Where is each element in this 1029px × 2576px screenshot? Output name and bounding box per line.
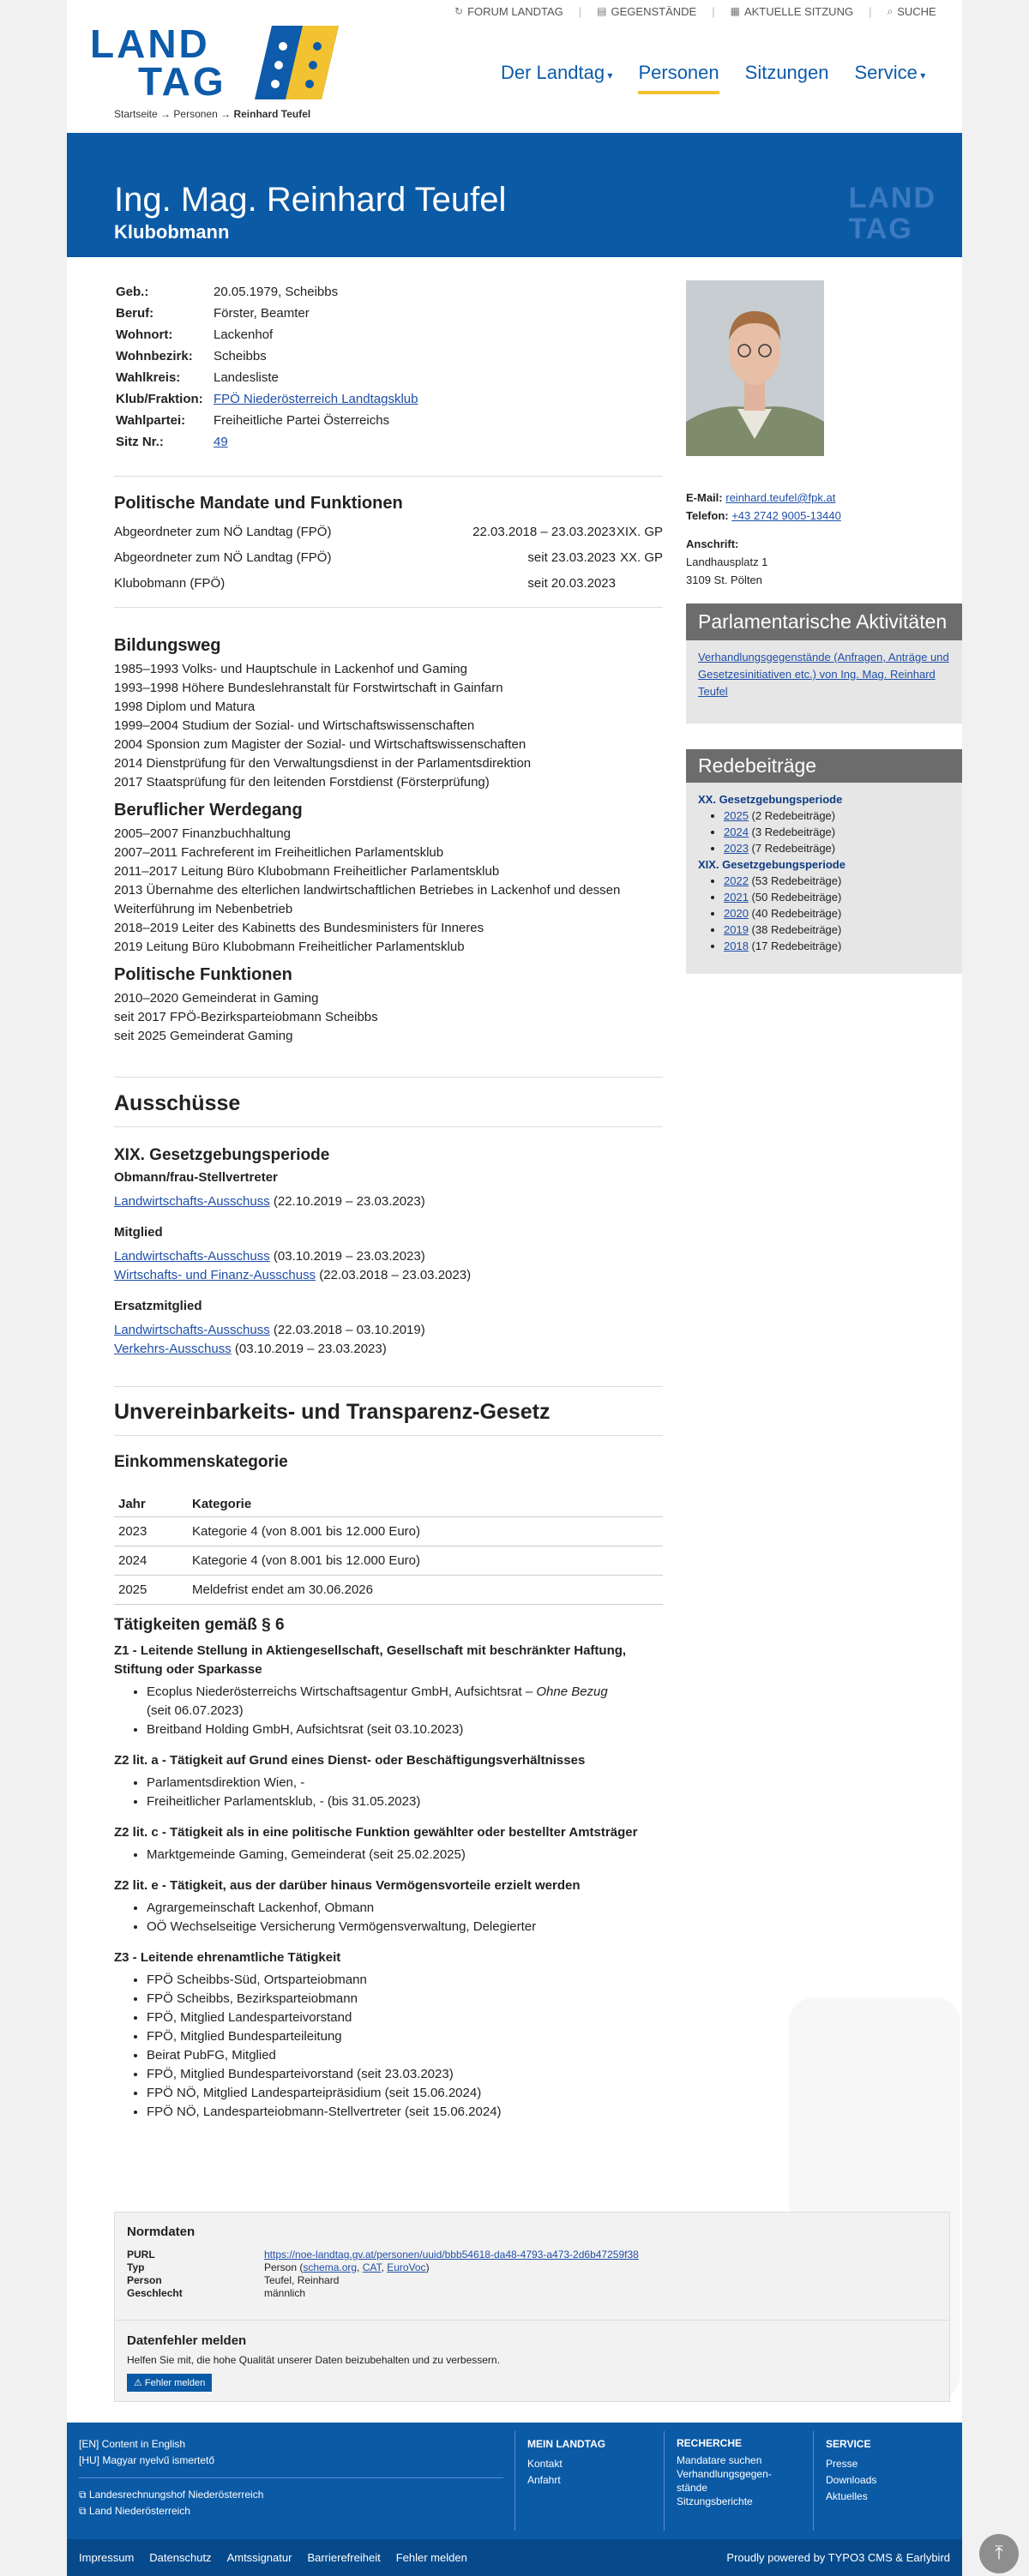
activities-link[interactable]: Verhandlungsgegenstände (Anfragen, Anträge und Gesetzesinitiativen etc.) von Ing. Mag. Reinhard Teufel — [698, 651, 949, 698]
footer-link[interactable]: Aktuelles — [826, 2490, 868, 2502]
speech-count: (38 Redebeiträge) — [751, 923, 842, 936]
bottom-link[interactable]: Impressum — [79, 2551, 135, 2564]
committee-link[interactable]: Wirtschafts- und Finanz-Ausschuss — [114, 1268, 316, 1282]
field-value: Person ( — [264, 2261, 304, 2273]
year-cell: 2025 — [114, 1576, 188, 1605]
speech-year-item — [724, 905, 950, 922]
role-heading: Ersatzmitglied — [114, 1299, 202, 1313]
external-link-icon: ⧉ — [79, 2489, 89, 2501]
footer — [67, 2423, 962, 2539]
committee-link[interactable]: Landwirtschafts-Ausschuss — [114, 1323, 270, 1337]
lang-link-hu[interactable]: [HU] Magyar nyelvű ismertető — [79, 2454, 215, 2466]
gegenstaende-link[interactable] — [597, 5, 696, 18]
committee-link[interactable]: Landwirtschafts-Ausschuss — [114, 1249, 270, 1264]
unvereinbarkeit-section — [114, 1402, 663, 1472]
breadcrumb-arrow-icon: → — [160, 108, 172, 120]
list-item — [147, 1683, 663, 1720]
person-facts — [114, 280, 663, 453]
speech-year-item — [724, 922, 950, 938]
list-item: • FPÖ NÖ, Landesparteiobmann-Stellvertreter (seit 15.06.2024) — [147, 2103, 663, 2122]
committee-dates: (22.03.2018 – 23.03.2023) — [316, 1268, 472, 1282]
list-item: • OÖ Wechselseitige Versicherung Vermögensverwaltung, Delegierter — [147, 1918, 663, 1937]
mandate-title: Klubobmann (FPÖ) — [114, 576, 226, 591]
category-heading: Z2 lit. a - Tätigkeit auf Grund eines Dienst- oder Beschäftigungsverhältnisses — [114, 1753, 586, 1768]
footer-link[interactable]: stände — [677, 2482, 708, 2494]
fact-row — [116, 325, 661, 345]
list-item: 2005–2007 Finanzbuchhaltung — [114, 826, 292, 841]
speech-count: (17 Redebeiträge) — [751, 940, 842, 952]
committee-link[interactable]: Landwirtschafts-Ausschuss — [114, 1194, 270, 1209]
bottom-link[interactable]: Fehler melden — [395, 2551, 467, 2564]
committee-dates: (22.10.2019 – 23.03.2023) — [269, 1194, 425, 1209]
fact-text: Lackenhof — [214, 327, 274, 342]
divider: | — [578, 4, 582, 18]
role-heading: Mitglied — [114, 1225, 163, 1240]
fact-label: Wohnbezirk: — [116, 349, 193, 363]
fact-row — [116, 432, 661, 452]
mandate-dates: seit 23.03.2023 — [527, 550, 616, 565]
year-link[interactable]: 2025 — [724, 809, 749, 822]
divider: | — [869, 4, 872, 18]
footer-col-mein-landtag — [527, 2436, 605, 2489]
breadcrumb-arrow-icon: → — [220, 108, 232, 120]
footer-col-lang — [79, 2436, 508, 2519]
section-heading: Tätigkeiten gemäß § 6 — [114, 1616, 285, 1634]
address-line: 3109 St. Pölten — [686, 573, 762, 586]
divider — [114, 1386, 663, 1387]
footer-link[interactable]: Anfahrt — [527, 2474, 561, 2486]
nav-der-landtag[interactable] — [501, 62, 612, 94]
purl-link[interactable]: https://noe-landtag.gv.at/personen/uuid/bbb54618-da48-4793-a473-2d6b47259f38 — [264, 2249, 639, 2261]
item-text: Ecoplus Niederösterreichs Wirtschaftsagentur GmbH, Aufsichtsrat – — [147, 1684, 537, 1699]
bildung-section — [114, 636, 663, 1046]
section-heading: Beruflicher Werdegang — [114, 801, 303, 820]
search-label: SUCHE — [897, 4, 936, 18]
fact-label: Wahlkreis: — [116, 370, 181, 385]
divider — [514, 2431, 515, 2531]
fact-link[interactable]: 49 — [214, 435, 228, 449]
portrait-illustration — [686, 280, 824, 456]
footer-link[interactable]: Downloads — [826, 2474, 877, 2486]
list-item: 1999–2004 Studium der Sozial- und Wirtschaftswissenschaften — [114, 718, 475, 733]
speech-count: (2 Redebeiträge) — [751, 809, 836, 822]
list-item: seit 2025 Gemeinderat Gaming — [114, 1029, 293, 1043]
year-link[interactable]: 2018 — [724, 940, 749, 952]
separator: ) — [425, 2261, 430, 2273]
divider — [115, 2320, 949, 2321]
year-cell: 2023 — [114, 1517, 188, 1546]
footer-col-recherche — [677, 2436, 772, 2508]
mandate-section — [114, 494, 663, 597]
einkommen-table — [114, 1492, 663, 1605]
list-item: 2017 Staatsprüfung für den leitenden Forstdienst (Försterprüfung) — [114, 775, 490, 790]
list-item: 2014 Dienstprüfung für den Verwaltungsdienst in der Parlamentsdirektion — [114, 756, 532, 771]
list-item: 1998 Diplom und Matura — [114, 700, 256, 714]
email-link[interactable]: reinhard.teufel@fpk.at — [725, 491, 836, 504]
divider — [114, 1435, 663, 1436]
item-text: (seit 06.07.2023) — [147, 1703, 244, 1718]
mandate-period: XIX. GP — [616, 525, 663, 539]
fact-value — [214, 325, 661, 345]
separator: , — [357, 2261, 363, 2273]
sitzung-link[interactable] — [731, 5, 853, 18]
mandate-dates: seit 20.03.2023 — [527, 576, 616, 591]
fact-label: Beruf: — [116, 306, 154, 321]
divider — [114, 1126, 663, 1127]
list-item: 1985–1993 Volks- und Hauptschule in Lackenhof und Gaming — [114, 662, 467, 676]
box-heading: Parlamentarische Aktivitäten — [686, 603, 962, 640]
list-item: • FPÖ NÖ, Mitglied Landesparteipräsidium (seit 15.06.2024) — [147, 2084, 663, 2103]
nav-service[interactable] — [855, 62, 926, 94]
address-line: Landhausplatz 1 — [686, 555, 768, 568]
main-nav — [501, 62, 925, 94]
divider — [664, 2431, 665, 2531]
nav-label: Der Landtag — [501, 62, 605, 83]
committee-dates: (03.10.2019 – 23.03.2023) — [231, 1342, 387, 1356]
box-heading: Datenfehler melden — [127, 2333, 247, 2348]
fact-text: Scheibbs — [214, 349, 267, 363]
nav-label: Personen — [638, 62, 719, 83]
list-item: seit 2017 FPÖ-Bezirksparteiobmann Scheibbs — [114, 1010, 378, 1024]
mandate-row — [114, 519, 663, 545]
footer-link[interactable]: Presse — [826, 2458, 858, 2470]
hero-watermark — [849, 183, 936, 244]
divider — [114, 476, 663, 477]
calendar-icon: ▦ — [730, 5, 740, 17]
fact-value — [214, 346, 661, 366]
speech-year-item — [724, 840, 950, 856]
bottom-link[interactable]: Barrierefreiheit — [307, 2551, 381, 2564]
speech-year-item — [724, 938, 950, 954]
sitzung-label: AKTUELLE SITZUNG — [743, 4, 854, 18]
redebeitraege-box — [686, 749, 962, 974]
link-label: Land Niederösterreich — [88, 2505, 190, 2517]
bottom-link[interactable]: Datenschutz — [149, 2551, 212, 2564]
year-link[interactable]: 2023 — [724, 842, 749, 855]
contact-label: Telefon: — [686, 509, 729, 522]
year-cell: 2024 — [114, 1546, 188, 1576]
fact-value — [214, 282, 661, 302]
separator: , — [381, 2261, 388, 2273]
footer-heading: SERVICE — [826, 2438, 871, 2450]
section-heading: Unvereinbarkeits- und Transparenz-Gesetz — [114, 1400, 551, 1424]
search-icon: ⌕ — [887, 4, 894, 17]
divider: | — [712, 4, 715, 18]
speech-year-item — [724, 873, 950, 889]
category-heading: Z3 - Leitende ehrenamtliche Tätigkeit — [114, 1950, 341, 1965]
speech-year-item — [724, 824, 950, 840]
list-item: 1993–1998 Höhere Bundeslehranstalt für Forstwirtschaft in Gainfarn — [114, 681, 503, 695]
footer-link[interactable]: Verhandlungsgegen- — [677, 2468, 772, 2480]
category-heading: Z2 lit. c - Tätigkeit als in eine politische Funktion gewählter oder bestellter Amtsträger — [114, 1825, 638, 1840]
list-item: 2004 Sponsion zum Magister der Sozial- und Wirtschaftswissenschaften — [114, 737, 527, 752]
category-cell: Kategorie 4 (von 8.001 bis 12.000 Euro) — [188, 1517, 663, 1546]
caret-down-icon: ▾ — [605, 69, 613, 81]
bottom-bar — [67, 2539, 962, 2576]
help-text: Helfen Sie mit, die hohe Qualität unserer Daten beizubehalten und zu verbessern. — [127, 2354, 500, 2366]
committee-dates: (03.10.2019 – 23.03.2023) — [269, 1249, 425, 1264]
normdaten-box — [114, 2212, 950, 2402]
section-heading: Politische Funktionen — [114, 965, 292, 984]
category-heading: Z2 lit. e - Tätigkeit, aus der darüber hinaus Vermögensvorteile erzielt werden — [114, 1878, 581, 1893]
period-heading: XX. Gesetzgebungsperiode — [698, 793, 843, 806]
speech-count: (7 Redebeiträge) — [751, 842, 836, 855]
fact-row — [116, 368, 661, 387]
year-link[interactable]: 2021 — [724, 891, 749, 904]
logo-text-land: LAND — [90, 21, 210, 66]
contact-label: Anschrift: — [686, 537, 739, 550]
link-label: Landesrechnungshof Niederösterreich — [88, 2489, 264, 2501]
document-icon: ▤ — [597, 5, 607, 17]
year-link[interactable]: 2019 — [724, 923, 749, 936]
field-label: Typ — [127, 2261, 145, 2273]
field-label: PURL — [127, 2249, 155, 2261]
speech-year-item — [724, 889, 950, 905]
field-label: Person — [127, 2274, 162, 2286]
section-heading: Bildungsweg — [114, 636, 221, 655]
list-item: • FPÖ, Mitglied Bundesparteivorstand (seit 23.03.2023) — [147, 2065, 663, 2084]
list-item: 2018–2019 Leiter des Kabinetts des Bundesministers für Inneres — [114, 921, 484, 935]
scroll-to-top-button[interactable] — [979, 2534, 1019, 2573]
forum-icon: ↻ — [454, 5, 464, 17]
nav-sitzungen[interactable] — [745, 62, 829, 94]
speech-year-item — [724, 808, 950, 824]
powered-by: Proudly powered by TYPO3 CMS & Earlybird — [726, 2551, 950, 2564]
footer-heading: MEIN LANDTAG — [527, 2438, 606, 2450]
page-title: Ing. Mag. Reinhard Teufel — [114, 181, 507, 219]
divider — [114, 607, 663, 608]
fact-row — [116, 411, 661, 430]
utility-bar — [454, 0, 936, 22]
list-item: • FPÖ Scheibbs, Bezirksparteiobmann — [147, 1990, 663, 2009]
bottom-link[interactable]: Amtssignatur — [226, 2551, 292, 2564]
fact-text: Landesliste — [214, 370, 279, 385]
logo-emblem-icon — [253, 26, 339, 99]
search-link[interactable] — [887, 5, 936, 18]
category-cell: Kategorie 4 (von 8.001 bis 12.000 Euro) — [188, 1546, 663, 1576]
breadcrumb-personen[interactable]: Personen — [173, 108, 218, 120]
mandate-row — [114, 545, 663, 571]
table-row — [114, 1576, 663, 1605]
breadcrumb — [114, 108, 310, 120]
external-link[interactable] — [79, 2503, 508, 2519]
page-subtitle: Klubobmann — [114, 221, 230, 243]
mandate-period: XX. GP — [619, 550, 663, 565]
taetigkeiten-section — [114, 1616, 663, 2122]
list-item: 2010–2020 Gemeinderat in Gaming — [114, 991, 319, 1006]
footer-link[interactable]: Kontakt — [527, 2458, 563, 2470]
speech-count: (50 Redebeiträge) — [751, 891, 842, 904]
breadcrumb-home[interactable]: Startseite — [114, 108, 158, 120]
divider — [813, 2431, 814, 2531]
field-value: Teufel, Reinhard — [264, 2274, 340, 2286]
period-heading: XIX. Gesetzgebungsperiode — [698, 858, 845, 871]
hero-banner — [67, 133, 962, 257]
eurovoc-link[interactable]: EuroVoc — [387, 2261, 426, 2273]
committee-dates: (22.03.2018 – 03.10.2019) — [269, 1323, 425, 1337]
table-row — [114, 1517, 663, 1546]
einkommen-heading: Einkommenskategorie — [114, 1453, 288, 1471]
arrow-up-icon: ⤒ — [995, 2542, 1003, 2563]
mandate-dates: 22.03.2018 – 23.03.2023 — [472, 525, 616, 539]
nav-personen[interactable] — [638, 62, 719, 94]
list-item: • FPÖ, Mitglied Landesparteivorstand — [147, 2009, 663, 2027]
report-error-button[interactable]: ⚠ Fehler melden — [127, 2374, 212, 2392]
fact-value — [214, 368, 661, 387]
fact-text: Freiheitliche Partei Österreichs — [214, 413, 390, 428]
landtag-logo[interactable] — [90, 21, 339, 104]
phone-link[interactable]: +43 2742 9005-13440 — [731, 509, 841, 522]
list-item: 2011–2017 Leitung Büro Klubobmann Freiheitlicher Parlamentsklub — [114, 864, 500, 879]
mandate-period — [616, 571, 663, 597]
table-row — [114, 1546, 663, 1576]
box-heading: Redebeiträge — [686, 749, 962, 783]
nav-label: Sitzungen — [744, 62, 829, 83]
speech-count: (53 Redebeiträge) — [751, 874, 842, 887]
list-item: 2019 Leitung Büro Klubobmann Freiheitlicher Parlamentsklub — [114, 940, 465, 954]
cat-link[interactable]: CAT — [362, 2261, 382, 2273]
external-link[interactable] — [79, 2487, 508, 2503]
nav-label: Service — [854, 62, 918, 83]
fact-link[interactable]: FPÖ Niederösterreich Landtagsklub — [214, 392, 418, 406]
fact-label: Geb.: — [116, 285, 149, 299]
fact-label: Wohnort: — [116, 327, 173, 342]
parl-activities-box — [686, 603, 962, 724]
breadcrumb-current: Reinhard Teufel — [233, 108, 311, 120]
ausschuesse-section — [114, 1091, 663, 1359]
speech-count: (3 Redebeiträge) — [751, 826, 836, 838]
portrait-photo — [686, 280, 824, 456]
fact-row — [116, 346, 661, 366]
mandate-title: Abgeordneter zum NÖ Landtag (FPÖ) — [114, 550, 332, 565]
fact-label: Wahlpartei: — [116, 413, 186, 428]
fact-text: 20.05.1979, Scheibbs — [214, 285, 339, 299]
fact-row — [116, 303, 661, 323]
fact-value — [214, 411, 661, 430]
fact-value — [214, 303, 661, 323]
category-cell: Meldefrist endet am 30.06.2026 — [188, 1576, 663, 1605]
contact-block — [686, 489, 962, 589]
list-item: • Beirat PubFG, Mitglied — [147, 2046, 663, 2065]
list-item: 2007–2011 Fachreferent im Freiheitlichen Parlamentsklub — [114, 845, 444, 860]
year-link[interactable]: 2020 — [724, 907, 749, 920]
fact-row — [116, 389, 661, 409]
category-heading: Z1 - Leitende Stellung in Aktiengesellschaft, Gesellschaft mit beschränkter Haftung, Stiftung oder Sparkasse — [114, 1643, 627, 1677]
item-note: Ohne Bezug — [536, 1684, 608, 1699]
forum-label: FORUM LANDTAG — [467, 4, 563, 18]
watermark-line: TAG — [848, 213, 913, 245]
caret-down-icon: ▾ — [917, 69, 926, 81]
logo-text-tag: TAG — [138, 59, 226, 104]
list-item: • FPÖ Scheibbs-Süd, Ortsparteiobmann — [147, 1971, 663, 1990]
list-item: • Marktgemeinde Gaming, Gemeinderat (seit 25.02.2025) — [147, 1846, 663, 1864]
list-item: • Agrargemeinschaft Lackenhof, Obmann — [147, 1899, 663, 1918]
list-item: 2013 Übernahme des elterlichen landwirtschaftlichen Betriebes in Lackenhof und dessen Weiterführung im Nebenbetrieb — [114, 883, 621, 916]
divider — [79, 2477, 503, 2478]
list-item: • FPÖ, Mitglied Bundesparteileitung — [147, 2027, 663, 2046]
divider — [114, 1077, 663, 1078]
role-heading: Obmann/frau-Stellvertreter — [114, 1170, 278, 1185]
footer-link[interactable]: Mandatare suchen — [677, 2454, 762, 2466]
watermark-line: LAND — [848, 182, 936, 214]
section-heading: Politische Mandate und Funktionen — [114, 494, 403, 513]
contact-label: E-Mail: — [686, 491, 723, 504]
speech-count: (40 Redebeiträge) — [751, 907, 842, 920]
year-link[interactable]: 2022 — [724, 874, 749, 887]
forum-link[interactable] — [454, 5, 563, 18]
external-link-icon: ⧉ — [79, 2505, 89, 2517]
gegenstaende-label: GEGENSTÄNDE — [611, 4, 697, 18]
period-heading: XIX. Gesetzgebungsperiode — [114, 1146, 330, 1164]
list-item: • Parlamentsdirektion Wien, - — [147, 1774, 663, 1792]
field-label: Geschlecht — [127, 2287, 183, 2299]
footer-heading: RECHERCHE — [677, 2437, 743, 2449]
year-link[interactable]: 2024 — [724, 826, 749, 838]
fact-label: Klub/Fraktion: — [116, 392, 203, 406]
fact-row — [116, 282, 661, 302]
list-item: • Breitband Holding GmbH, Aufsichtsrat (seit 03.10.2023) — [147, 1720, 663, 1739]
committee-link[interactable]: Verkehrs-Ausschuss — [114, 1342, 232, 1356]
footer-link[interactable]: Sitzungsberichte — [677, 2495, 753, 2507]
fact-value — [214, 389, 661, 409]
list-item: • Freiheitlicher Parlamentsklub, - (bis 31.05.2023) — [147, 1792, 663, 1811]
mandate-title: Abgeordneter zum NÖ Landtag (FPÖ) — [114, 525, 332, 539]
mandate-row — [114, 571, 663, 597]
fact-label: Sitz Nr.: — [116, 435, 164, 449]
box-heading: Normdaten — [127, 2225, 196, 2239]
column-header: Kategorie — [188, 1492, 663, 1517]
section-heading: Ausschüsse — [114, 1091, 241, 1115]
lang-link-en[interactable]: [EN] Content in English — [79, 2438, 186, 2450]
footer-col-service — [826, 2436, 876, 2505]
fact-value — [214, 432, 661, 452]
schema-link[interactable]: schema.org — [303, 2261, 358, 2273]
column-header: Jahr — [114, 1492, 188, 1517]
field-value: männlich — [264, 2287, 306, 2299]
fact-text: Förster, Beamter — [214, 306, 310, 321]
